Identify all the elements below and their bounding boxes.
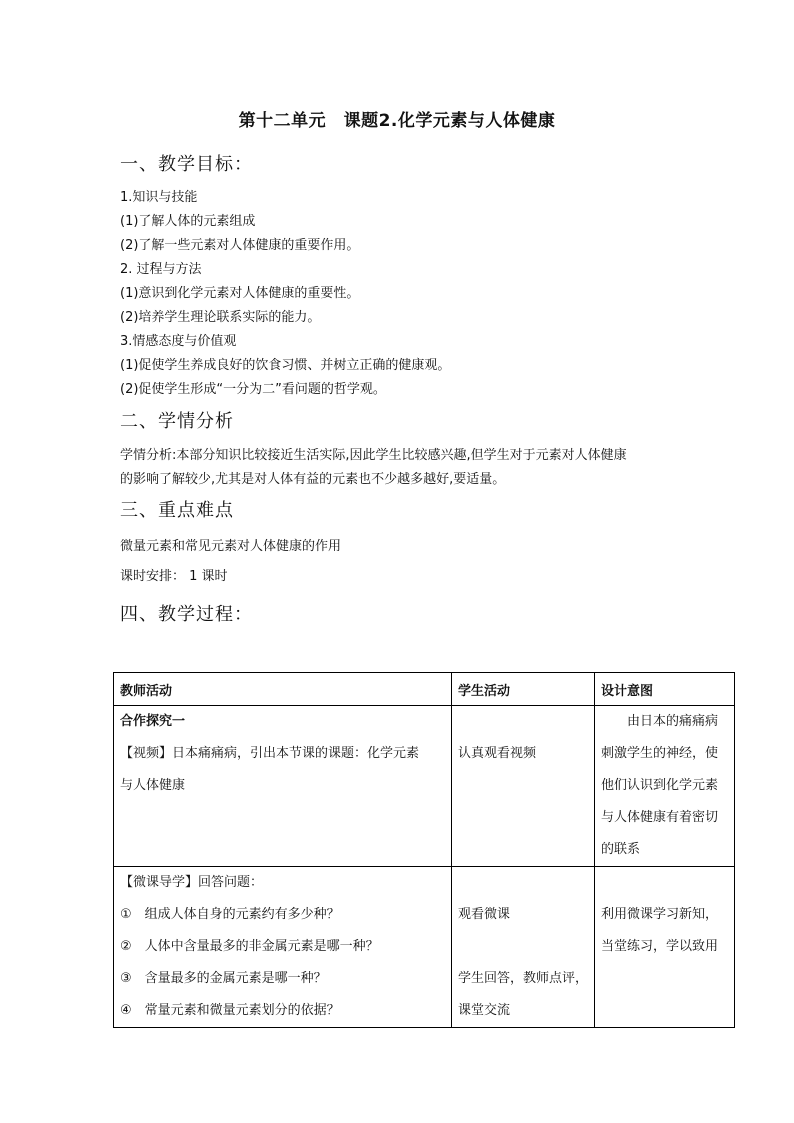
cell-text: 与人体健康	[120, 778, 186, 793]
text-line: (1)意识到化学元素对人体健康的重要性。	[120, 286, 360, 301]
document-title: 第十二单元 课题2.化学元素与人体健康	[238, 111, 556, 131]
text-line: 1.知识与技能	[120, 190, 198, 205]
text-line: 微量元素和常见元素对人体健康的作用	[120, 539, 342, 554]
cell-text: ② 人体中含量最多的非金属元素是哪一种？	[120, 939, 379, 954]
text-line: 3.情感态度与价值观	[120, 334, 237, 349]
cell-text: 与人体健康有着密切	[601, 810, 719, 825]
section-heading-key-points: 三、重点难点	[120, 500, 234, 521]
cell-text: 课堂交流	[457, 1003, 510, 1018]
teacher-activity-cell	[114, 706, 452, 867]
student-activity-cell	[451, 706, 594, 867]
design-intent-cell	[595, 867, 735, 1028]
cell-text	[458, 931, 588, 963]
student-activity-cell	[451, 867, 594, 1028]
teacher-activity-cell	[114, 867, 452, 1028]
header-design-intent: 设计意图	[595, 673, 735, 706]
design-intent-cell	[595, 706, 735, 867]
cell-text: 认真观看视频	[457, 746, 536, 761]
cell-text	[601, 867, 728, 899]
text-line: (2)促使学生形成“一分为二”看问题的哲学观。	[120, 382, 386, 397]
table-header-row	[114, 673, 735, 706]
cell-text: 他们认识到化学元素	[601, 778, 719, 793]
text-line: (2)了解一些元素对人体健康的重要作用。	[120, 238, 360, 253]
table-row	[114, 706, 735, 867]
cell-text: 【视频】日本痛痛病，引出本节课的课题：化学元素	[120, 746, 420, 761]
header-student-activity: 学生活动	[451, 673, 594, 706]
cell-text: 的联系	[601, 842, 641, 857]
cell-text: 利用微课学习新知，	[601, 907, 719, 922]
text-line: 学情分析:本部分知识比较接近生活实际,因此学生比较感兴趣,但学生对于元素对人体健康	[120, 448, 627, 463]
cell-text: ③ 含量最多的金属元素是哪一种？	[120, 971, 327, 986]
cell-text	[458, 867, 588, 899]
text-line: 2. 过程与方法	[120, 262, 202, 277]
section-heading-process: 四、教学过程：	[120, 604, 253, 625]
cell-text	[458, 706, 588, 738]
text-line: 的影响了解较少,尤其是对人体有益的元素也不少越多越好,要适量。	[120, 472, 506, 487]
cell-text: 学生回答，教师点评，	[457, 971, 588, 986]
text-line: (1)促使学生养成良好的饮食习惯、并树立正确的健康观。	[120, 358, 451, 373]
cell-text: 当堂练习，学以致用	[601, 939, 719, 954]
cell-text: ① 组成人体自身的元素约有多少种？	[120, 907, 340, 922]
cell-text: 刺激学生的神经，使	[601, 746, 719, 761]
section-heading-objectives: 一、教学目标：	[120, 154, 253, 175]
teaching-process-table	[113, 672, 735, 1028]
table-row	[114, 867, 735, 1028]
cell-text: 观看微课	[457, 907, 510, 922]
section-heading-analysis: 二、学情分析	[120, 411, 234, 432]
cell-text: 由日本的痛痛病	[627, 714, 719, 729]
cell-text: 【微课导学】回答问题：	[120, 875, 264, 890]
header-teacher-activity: 教师活动	[114, 673, 452, 706]
text-line: (2)培养学生理论联系实际的能力。	[120, 310, 321, 325]
cell-text: 合作探究一	[120, 714, 186, 729]
cell-text: ④ 常量元素和微量元素划分的依据？	[120, 1003, 340, 1018]
text-line: 课时安排： 1 课时	[120, 569, 228, 584]
text-line: (1)了解人体的元素组成	[120, 214, 256, 229]
